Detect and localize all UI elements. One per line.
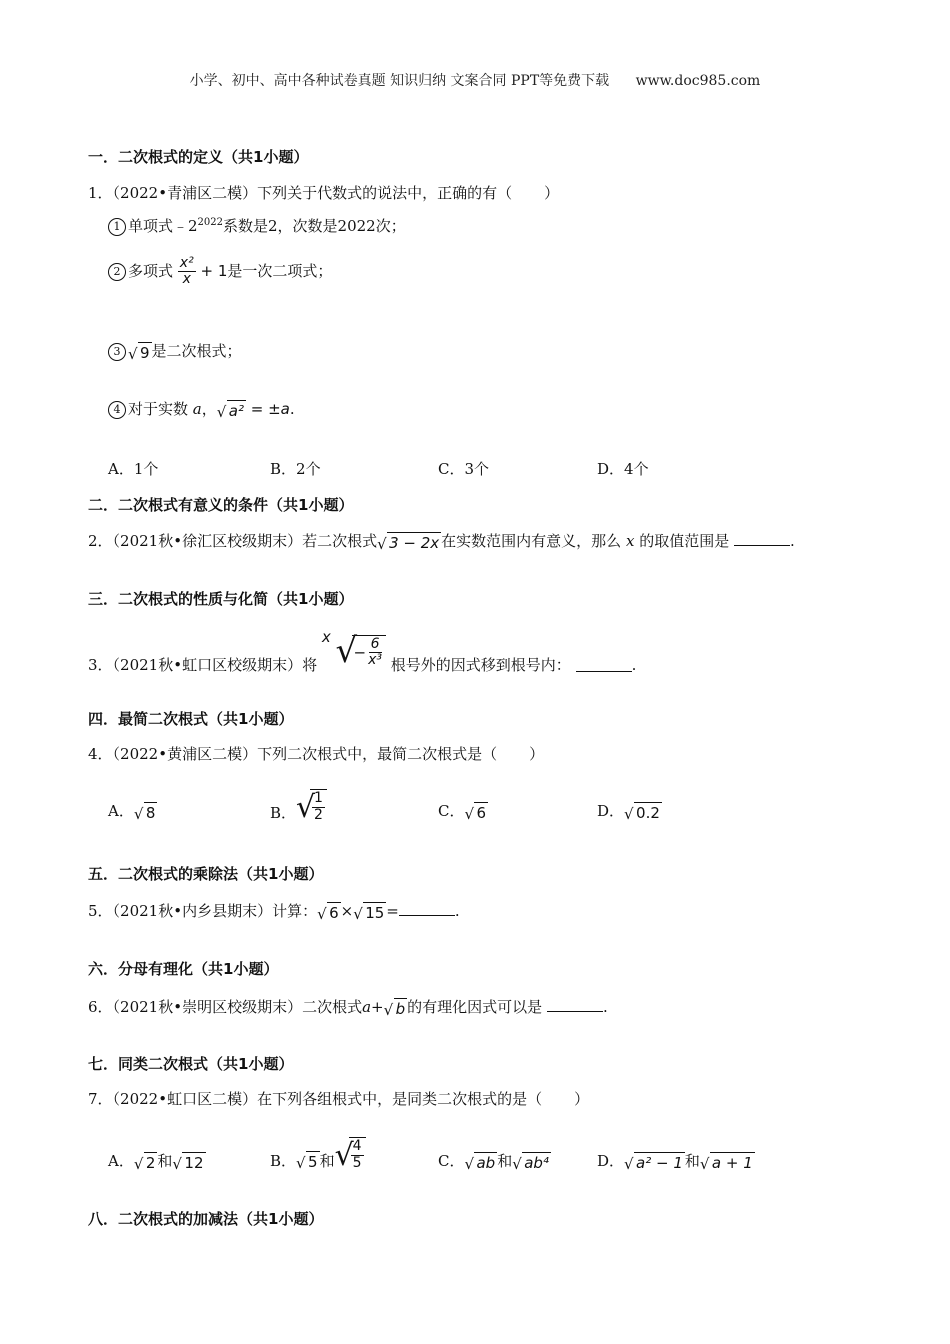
q7-b-and: 和 xyxy=(319,1152,335,1170)
q4-b-label: B． xyxy=(270,804,297,822)
q5-a: 6 xyxy=(329,904,339,922)
q4-b-sqrt: √ $\frac{1}{2}$ xyxy=(296,789,327,823)
q1-i2-num: x² xyxy=(179,255,194,271)
q1-i1-exp: 2022 xyxy=(197,217,223,228)
q1-i1-post: 系数是2，次数是2022次； xyxy=(223,217,406,235)
q1-item-4-marker: 4 xyxy=(108,401,126,419)
q5-sqrt-a: √ 6 xyxy=(317,904,339,923)
section-title-5: 五．二次根式的乘除法（共1小题） xyxy=(88,865,324,883)
q7-a-sqrt-1: √ 2 xyxy=(133,1154,156,1173)
q1-item-2-marker: 2 xyxy=(108,263,126,281)
q1-i2-pre: 多项式 xyxy=(128,261,174,280)
q1-i1-pre: 单项式﹣2 xyxy=(128,217,198,235)
question-5 xyxy=(88,900,460,922)
q1-i4-end: . xyxy=(289,400,295,418)
q3-den: x³ xyxy=(368,652,383,668)
q7-b-sqrt-2: √ $\frac{4}{5}$ xyxy=(335,1137,366,1171)
q1-i4-var: a xyxy=(192,400,202,418)
q1-item-2 xyxy=(108,256,332,288)
q5-end: . xyxy=(454,902,460,920)
question-6 xyxy=(88,996,608,1018)
q1-option-b: B．2个 xyxy=(270,460,321,478)
q7-b-r1: 5 xyxy=(308,1153,318,1171)
q1-option-a: A．1个 xyxy=(108,460,159,478)
header-text: 小学、初中、高中各种试卷真题 知识归纳 文案合同 PPT等免费下载 xyxy=(189,73,610,89)
q3-pre: 3．（2021秋•虹口区校级期末）将 xyxy=(88,656,318,674)
q5-pre: 5．（2021秋•内乡县期末）计算： xyxy=(88,902,318,920)
q4-c-sqrt: √ 6 xyxy=(464,804,487,823)
q1-i4-eq: = ±a xyxy=(250,400,290,418)
q6-sqrt: √ b xyxy=(383,1000,406,1019)
q7-b-label: B． xyxy=(270,1152,297,1170)
question-4-stem xyxy=(88,743,544,764)
q4-c-label: C． xyxy=(438,802,465,820)
q3-fraction xyxy=(366,637,384,669)
q1-i2-den: x xyxy=(182,271,191,288)
q6-end: . xyxy=(602,998,608,1016)
q4-d-label: D． xyxy=(597,802,625,820)
q6-plus: + xyxy=(371,998,384,1016)
q7-a-and: 和 xyxy=(157,1152,173,1170)
question-2 xyxy=(88,530,795,552)
q1-item-1 xyxy=(108,215,406,236)
q2-post: 在实数范围内有意义，那么 xyxy=(441,532,622,550)
q6-rad: b xyxy=(395,1000,406,1018)
q7-c-and: 和 xyxy=(497,1152,513,1170)
q5-eq: = xyxy=(386,902,399,920)
q4-a-label: A． xyxy=(108,802,134,820)
q7-option-d xyxy=(597,1150,755,1172)
q5-sqrt-b: √ 15 xyxy=(353,904,385,923)
q2-end: . xyxy=(790,532,795,550)
q7-d-sqrt-2: √ a + 1 xyxy=(699,1154,753,1173)
q4-d-rad: 0.2 xyxy=(636,804,660,822)
q1-i3-rad: 9 xyxy=(140,344,150,362)
q3-num: 6 xyxy=(370,635,380,652)
q4-d-sqrt: √ 0.2 xyxy=(624,804,660,823)
q1-i2-plus: + 1 xyxy=(200,261,228,280)
q5-times: × xyxy=(340,902,354,920)
section-title-6: 六．分母有理化（共1小题） xyxy=(88,960,279,978)
q4-c-rad: 6 xyxy=(476,804,487,822)
q7-d-label: D． xyxy=(597,1152,625,1170)
q7-c-r2: ab⁴ xyxy=(524,1154,549,1172)
q1-close: ） xyxy=(544,184,560,202)
q1-i2-post: 是一次二项式； xyxy=(227,261,333,280)
q5-b: 15 xyxy=(365,904,385,922)
q2-post2: 的取值范围是 xyxy=(639,532,730,550)
section-title-8: 八．二次根式的加减法（共1小题） xyxy=(88,1210,324,1228)
q6-pre: 6．（2021秋•崇明区校级期末）二次根式 xyxy=(88,998,363,1016)
q7-c-r1: ab xyxy=(476,1154,496,1172)
q1-i4-pre: 对于实数 xyxy=(128,400,189,418)
q1-i2-fraction xyxy=(178,256,196,288)
q3-answer-blank xyxy=(576,657,632,672)
q4-option-d xyxy=(597,800,662,822)
section-title-4: 四．最简二次根式（共1小题） xyxy=(88,710,294,728)
q1-option-d: D．4个 xyxy=(597,460,649,478)
q6-answer-blank xyxy=(547,997,603,1012)
q1-i3-sqrt: √ 9 xyxy=(128,344,150,363)
question-7-stem xyxy=(88,1088,589,1109)
q4-a-rad: 8 xyxy=(145,804,156,822)
q4-option-a xyxy=(108,800,157,822)
question-1-stem xyxy=(88,182,559,203)
q7-a-r2: 12 xyxy=(184,1154,204,1172)
q7-d-and: 和 xyxy=(684,1152,700,1170)
q7-b-sqrt-1: √ 5 xyxy=(296,1153,318,1172)
q5-answer-blank xyxy=(399,901,455,916)
section-title-3: 三．二次根式的性质与化简（共1小题） xyxy=(88,590,354,608)
q3-sqrt: √ − $\frac{6}{\text{x³}}$ xyxy=(336,635,386,669)
q7-c-sqrt-2: √ ab⁴ xyxy=(512,1154,549,1173)
q1-option-c: C．3个 xyxy=(438,460,490,478)
q2-pre: 2．（2021秋•徐汇区校级期末）若二次根式 xyxy=(88,532,378,550)
q4-a-sqrt: √ 8 xyxy=(133,804,156,823)
q6-post: 的有理化因式可以是 xyxy=(407,998,543,1016)
q2-rad: 3 − 2x xyxy=(389,534,440,552)
q4-option-c xyxy=(438,800,488,822)
q7-c-label: C． xyxy=(438,1152,465,1170)
header-site: www.doc985.com xyxy=(635,73,761,89)
q4-close: ） xyxy=(529,745,545,763)
question-3 xyxy=(88,628,636,675)
q4-stem-text: 4．（2022•黄浦区二模）下列二次根式中，最简二次根式是（ xyxy=(88,745,498,763)
q7-a-label: A． xyxy=(108,1152,134,1170)
q1-stem-text: 1．（2022•青浦区二模）下列关于代数式的说法中，正确的有（ xyxy=(88,184,513,202)
q3-x: x xyxy=(321,628,331,646)
q7-c-sqrt-1: √ ab xyxy=(464,1154,496,1173)
q7-b-num: 4 xyxy=(352,1138,362,1155)
q4-b-den: 2 xyxy=(314,806,323,823)
q7-stem-text: 7．（2022•虹口区二模）在下列各组根式中，是同类二次根式的是（ xyxy=(88,1090,543,1108)
section-title-7: 七．同类二次根式（共1小题） xyxy=(88,1055,294,1073)
q1-i4-comma: ， xyxy=(201,400,217,418)
q7-a-sqrt-2: √ 12 xyxy=(172,1154,204,1173)
q7-d-r2: a + 1 xyxy=(711,1154,753,1172)
section-title-2: 二．二次根式有意义的条件（共1小题） xyxy=(88,496,354,514)
q7-a-r1: 2 xyxy=(145,1154,156,1172)
q7-option-b xyxy=(270,1126,366,1171)
q3-minus: − xyxy=(353,643,367,661)
q4-option-b xyxy=(270,782,327,823)
q1-item-3 xyxy=(108,340,242,362)
q7-d-r1: a² − 1 xyxy=(636,1154,683,1172)
q1-item-1-marker: 1 xyxy=(108,218,126,236)
q7-option-c xyxy=(438,1150,551,1172)
section-title-1: 一．二次根式的定义（共1小题） xyxy=(88,148,309,166)
q6-a: a xyxy=(362,998,372,1016)
q1-i3-post: 是二次根式； xyxy=(151,342,242,360)
q7-option-a xyxy=(108,1150,206,1172)
q3-end: . xyxy=(631,655,637,674)
q7-d-sqrt-1: √ a² − 1 xyxy=(624,1154,683,1173)
page-header xyxy=(0,70,950,90)
q2-answer-blank xyxy=(734,531,790,546)
q3-post: 根号外的因式移到根号内： xyxy=(390,656,571,674)
q1-i4-sqrt: √ a² xyxy=(216,402,244,421)
q1-i4-rad: a² xyxy=(228,402,244,420)
q2-var: x xyxy=(625,532,635,550)
q7-close: ） xyxy=(574,1090,590,1108)
q7-b-den: 5 xyxy=(352,1154,362,1171)
q1-item-3-marker: 3 xyxy=(108,343,126,361)
q2-sqrt: √ 3 − 2x xyxy=(377,534,440,553)
q4-b-num: 1 xyxy=(314,790,323,807)
q1-item-4 xyxy=(108,398,295,420)
